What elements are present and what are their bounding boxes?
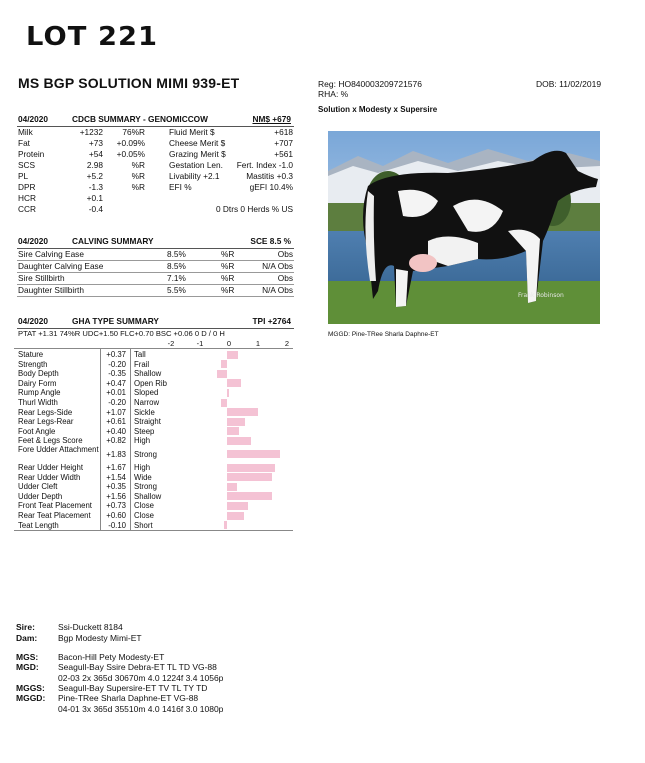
trait-bar xyxy=(227,351,238,359)
cdcb-row xyxy=(17,127,294,138)
photo-caption: MGGD: Pine-TRee Sharla Daphne-ET xyxy=(328,331,439,338)
trait-name: Fore Udder Attachment xyxy=(18,445,99,454)
trait-descriptor: Steep xyxy=(134,426,155,436)
trait-bar xyxy=(217,370,227,378)
trait-descriptor: Short xyxy=(134,520,153,530)
pedigree-entry: 04-01 3x 365d 35510m 4.0 1416f 3.0 1080p xyxy=(58,704,224,714)
cdcb-row xyxy=(17,149,294,160)
cdcb-row xyxy=(17,138,294,149)
pedigree-entry: Seagull-Bay Ssire Debra-ET TL TD VG-88 xyxy=(58,662,217,672)
column-divider xyxy=(130,348,131,530)
pedigree-label: Dam: xyxy=(16,633,38,643)
trait-value: 2.98 xyxy=(86,160,103,170)
date-of-birth: DOB: 11/02/2019 xyxy=(536,79,602,89)
trait-label: Fat xyxy=(18,138,30,148)
calving-observations: N/A Obs xyxy=(262,285,293,295)
trait-value: +0.82 xyxy=(106,436,126,446)
calving-row xyxy=(17,273,294,284)
trait-descriptor: Close xyxy=(134,501,154,511)
pedigree-entry: 02-03 2x 365d 30670m 4.0 1224f 3.4 1056p xyxy=(58,673,224,683)
trait-bar xyxy=(227,427,239,435)
trait-name: Front Teat Placement xyxy=(18,501,92,511)
pedigree-label: Sire: xyxy=(16,622,35,632)
calving-observations: N/A Obs xyxy=(262,261,293,271)
trait-bar xyxy=(227,473,272,481)
trait-label: CCR xyxy=(18,204,36,214)
registration-number: Reg: HO840003209721576 xyxy=(318,79,422,89)
trait-value: +5.2 xyxy=(86,171,103,181)
trait-name: Udder Cleft xyxy=(18,482,58,492)
trait-bar xyxy=(227,408,258,416)
scale-tick-label: 2 xyxy=(284,339,290,348)
pedigree-entry: Bgp Modesty Mimi-ET xyxy=(58,633,142,643)
trait-descriptor: Wide xyxy=(134,472,152,482)
trait-value: +54 xyxy=(88,149,103,159)
trait-value: -0.10 xyxy=(108,520,126,530)
gha-date: 04/2020 xyxy=(18,316,48,326)
trait-name: Rear Udder Height xyxy=(18,463,84,472)
trait-reliability: +0.09% xyxy=(116,138,145,148)
trait-descriptor: Narrow xyxy=(134,398,160,407)
index-label: Livability +2.1 xyxy=(169,171,220,181)
calving-title: CALVING SUMMARY xyxy=(72,236,154,246)
trait-descriptor: High xyxy=(134,436,151,446)
trait-descriptor: Shallow xyxy=(134,491,162,501)
trait-name: Udder Depth xyxy=(18,491,63,501)
pedigree-entry: Pine-TRee Sharla Daphne-ET VG-88 xyxy=(58,693,199,703)
trait-value: +0.1 xyxy=(86,193,103,203)
trait-name: Rear Teat Placement xyxy=(18,511,91,520)
calving-row xyxy=(17,261,294,272)
cdcb-row xyxy=(17,204,294,215)
trait-bar xyxy=(224,521,227,529)
trait-descriptor: Frail xyxy=(134,359,150,369)
photo-credit: Frank Robinson xyxy=(518,292,564,299)
trait-value: -0.20 xyxy=(108,359,126,369)
index-label: Grazing Merit $ xyxy=(169,149,226,159)
calving-reliability: %R xyxy=(221,285,235,295)
trait-name: Rear Legs-Rear xyxy=(18,417,74,427)
index-label: Fluid Merit $ xyxy=(169,127,215,137)
trait-label: Milk xyxy=(18,127,33,137)
trait-descriptor: Shallow xyxy=(134,369,162,379)
trait-descriptor: Close xyxy=(134,511,154,520)
trait-value: -0.35 xyxy=(108,369,126,379)
calving-value: 7.1% xyxy=(167,273,186,283)
trait-value: +1.54 xyxy=(106,472,126,482)
trait-descriptor: Strong xyxy=(134,449,157,459)
nm-dollars: NM$ +679 xyxy=(252,114,291,124)
scale-tick-label: -2 xyxy=(167,339,175,348)
pedigree-label: MGGS: xyxy=(16,683,45,693)
trait-value: +0.40 xyxy=(106,426,126,436)
trait-bar xyxy=(227,492,272,500)
calving-label: Daughter Calving Ease xyxy=(18,261,104,271)
cdcb-title: CDCB SUMMARY - GENOMICCOW xyxy=(72,114,208,124)
trait-label: Protein xyxy=(18,149,45,159)
trait-value: +0.37 xyxy=(106,350,126,359)
cow-photo xyxy=(328,131,600,324)
calving-value: 5.5% xyxy=(167,285,186,295)
trait-value: +1.83 xyxy=(106,449,126,459)
trait-bar xyxy=(227,379,241,387)
animal-name: MS BGP SOLUTION MIMI 939-ET xyxy=(18,75,240,91)
index-extra: gEFI 10.4% xyxy=(249,182,293,192)
trait-label: DPR xyxy=(18,182,36,192)
scale-tick-label: 0 xyxy=(226,339,232,348)
trait-name: Foot Angle xyxy=(18,426,56,436)
pedigree-entry: Ssi-Duckett 8184 xyxy=(58,622,123,632)
trait-bar xyxy=(227,464,275,472)
trait-bar xyxy=(227,418,245,426)
pedigree-line: Solution x Modesty x Supersire xyxy=(318,105,438,114)
calving-observations: Obs xyxy=(277,273,293,283)
index-value: +707 xyxy=(274,138,293,148)
scale-tick-label: 1 xyxy=(255,339,261,348)
divider xyxy=(17,296,294,297)
trait-name: Thurl Width xyxy=(18,398,58,407)
trait-name: Dairy Form xyxy=(18,378,57,388)
ptat-line: PTAT +1.31 74%R UDC+1.50 FLC+0.70 BSC +0.06 0 D / 0 H xyxy=(18,329,225,338)
trait-name: Body Depth xyxy=(18,369,59,379)
trait-bar xyxy=(227,450,280,458)
trait-name: Stature xyxy=(18,350,44,359)
trait-descriptor: Straight xyxy=(134,417,161,427)
pedigree-label: MGGD: xyxy=(16,693,46,703)
index-extra: Mastitis +0.3 xyxy=(246,171,293,181)
pedigree-label: MGS: xyxy=(16,652,39,662)
trait-value: -0.4 xyxy=(88,204,103,214)
sce-value: SCE 8.5 % xyxy=(250,236,291,246)
scale-tick-label: -1 xyxy=(196,339,204,348)
cdcb-row xyxy=(17,171,294,182)
trait-name: Teat Length xyxy=(18,520,59,530)
trait-value: +1.07 xyxy=(106,407,126,417)
calving-label: Sire Calving Ease xyxy=(18,249,84,259)
type-table-bottom-line xyxy=(14,530,293,531)
index-extra: Fert. Index -1.0 xyxy=(236,160,293,170)
index-label: EFI % xyxy=(169,182,192,192)
trait-value: +0.35 xyxy=(106,482,126,492)
cdcb-row xyxy=(17,160,294,171)
trait-descriptor: Sickle xyxy=(134,407,155,417)
trait-bar xyxy=(227,502,248,510)
trait-label: PL xyxy=(18,171,29,181)
trait-bar xyxy=(227,437,251,445)
lot-number: LOT 221 xyxy=(26,22,159,52)
trait-descriptor: Open Rib xyxy=(134,378,167,388)
cdcb-row xyxy=(17,193,294,204)
trait-value: +1232 xyxy=(79,127,103,137)
trait-reliability: +0.05% xyxy=(116,149,145,159)
index-value: +618 xyxy=(274,127,293,137)
trait-label: HCR xyxy=(18,193,36,203)
trait-bar xyxy=(221,399,227,407)
trait-reliability: %R xyxy=(131,171,145,181)
trait-label: SCS xyxy=(18,160,36,170)
index-value: +561 xyxy=(274,149,293,159)
trait-reliability: %R xyxy=(131,182,145,192)
trait-descriptor: Strong xyxy=(134,482,157,492)
calving-row xyxy=(17,285,294,296)
gha-title: GHA TYPE SUMMARY xyxy=(72,316,159,326)
trait-name: Rear Legs-Side xyxy=(18,407,73,417)
pedigree-entry: Bacon-Hill Pety Modesty-ET xyxy=(58,652,165,662)
calving-label: Sire Stillbirth xyxy=(18,273,65,283)
trait-value: +1.56 xyxy=(106,491,126,501)
tpi-value: TPI +2764 xyxy=(252,316,291,326)
trait-bar xyxy=(227,512,244,520)
trait-value: +0.60 xyxy=(106,511,126,520)
trait-value: -1.3 xyxy=(88,182,103,192)
cdcb-row xyxy=(17,182,294,193)
pedigree-label: MGD: xyxy=(16,662,39,672)
gha-header xyxy=(17,316,294,327)
trait-reliability: %R xyxy=(131,160,145,170)
trait-descriptor: Tall xyxy=(134,350,146,359)
trait-bar xyxy=(221,360,227,368)
daughter-herd-count: 0 Dtrs 0 Herds % US xyxy=(216,204,293,214)
trait-bar xyxy=(227,389,229,397)
type-table-top-line xyxy=(14,348,293,349)
trait-descriptor: Sloped xyxy=(134,388,159,398)
calving-reliability: %R xyxy=(221,273,235,283)
trait-value: +0.01 xyxy=(106,388,126,398)
trait-value: +1.67 xyxy=(106,463,126,472)
calving-observations: Obs xyxy=(277,249,293,259)
index-label: Gestation Len. xyxy=(169,160,223,170)
trait-descriptor: High xyxy=(134,463,151,472)
cdcb-date: 04/2020 xyxy=(18,114,48,124)
calving-date: 04/2020 xyxy=(18,236,48,246)
trait-value: +0.47 xyxy=(106,378,126,388)
calving-value: 8.5% xyxy=(167,249,186,259)
trait-bar xyxy=(227,483,237,491)
cdcb-header xyxy=(17,114,294,125)
trait-value: +0.73 xyxy=(106,501,126,511)
trait-name: Rump Angle xyxy=(18,388,61,398)
trait-value: -0.20 xyxy=(108,398,126,407)
calving-header xyxy=(17,236,294,247)
pedigree-entry: Seagull-Bay Supersire-ET TV TL TY TD xyxy=(58,683,208,693)
trait-value: +0.61 xyxy=(106,417,126,427)
trait-name: Strength xyxy=(18,359,48,369)
calving-label: Daughter Stillbirth xyxy=(18,285,84,295)
calving-reliability: %R xyxy=(221,249,235,259)
trait-value: +73 xyxy=(88,138,103,148)
calving-reliability: %R xyxy=(221,261,235,271)
trait-name: Feet & Legs Score xyxy=(18,436,83,446)
trait-name: Rear Udder Width xyxy=(18,472,81,482)
index-label: Cheese Merit $ xyxy=(169,138,226,148)
calving-row xyxy=(17,249,294,260)
trait-reliability: 76%R xyxy=(122,127,145,137)
calving-value: 8.5% xyxy=(167,261,186,271)
rha-value: RHA: % xyxy=(318,89,349,99)
